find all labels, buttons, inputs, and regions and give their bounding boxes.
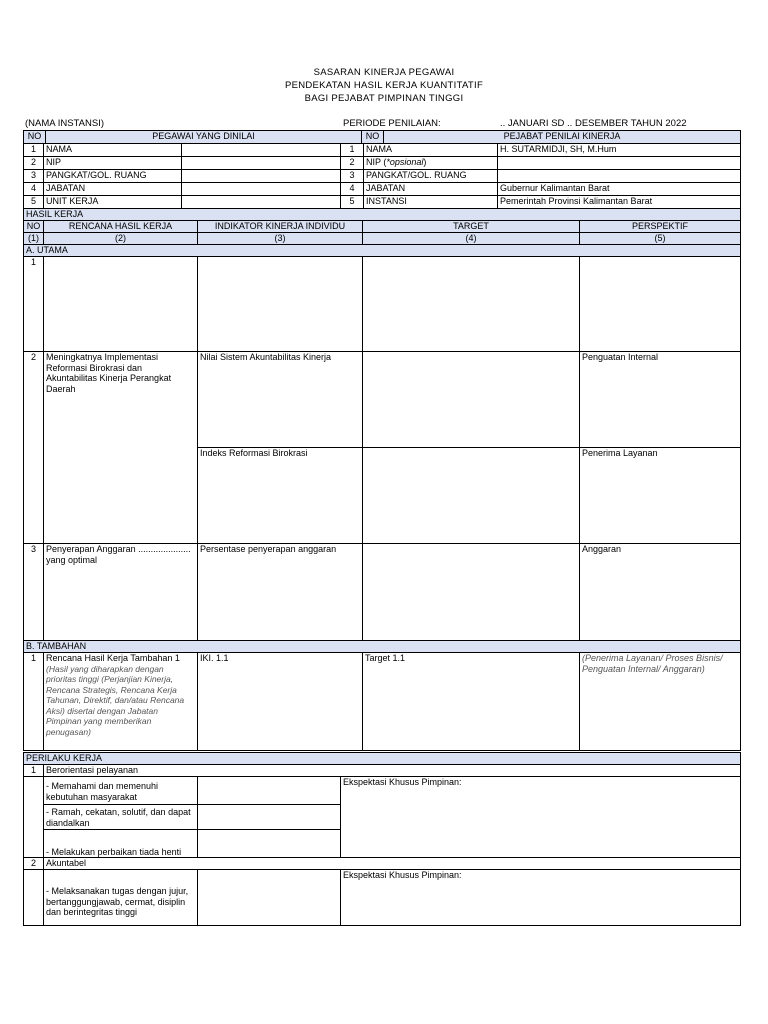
utama-indikator: Nilai Sistem Akuntabilitas Kinerja <box>198 352 363 448</box>
utama-rencana-text: Penyerapan Anggaran ..................... yang optimal <box>46 544 191 565</box>
pegawai-row-label: UNIT KERJA <box>44 196 182 209</box>
tambahan-rencana-note: (Hasil yang diharapkan dengan prioritas tinggi (Perjanjian Kinerja, Rencana Strategis, Rencana Kerja Tahunan, Direktif, dan/atau Rencana Aksi) disertai dengan Jabatan Pimpinan yang memberikan penugasan) <box>46 663 185 737</box>
penilai-jabatan-value: Gubernur Kalimantan Barat <box>498 183 741 196</box>
pegawai-row-no: 2 <box>24 157 44 170</box>
penilai-row-no: 1 <box>341 144 364 157</box>
pegawai-pangkat-value <box>182 170 341 183</box>
perilaku-name: Berorientasi pelayanan <box>44 765 741 777</box>
penilai-instansi-value: Pemerintah Provinsi Kalimantan Barat <box>498 196 741 209</box>
doc-title-line-2: PENDEKATAN HASIL KERJA KUANTITATIF <box>284 80 484 91</box>
col-number: (5) <box>580 233 741 245</box>
utama-indikator: Persentase penyerapan anggaran <box>198 544 363 641</box>
pegawai-unit-value <box>182 196 341 209</box>
ekspektasi-label: Ekspektasi Khusus Pimpinan: <box>343 870 462 880</box>
perilaku-point-score <box>198 870 341 926</box>
penilai-row-no: 5 <box>341 196 364 209</box>
utama-target <box>363 352 580 448</box>
utama-row-no: 1 <box>24 257 44 352</box>
penilai-row-label <box>364 157 498 170</box>
utama-perspektif <box>580 257 741 352</box>
perilaku-point-text: - Ramah, cekatan, solutif, dan dapat diandalkan <box>46 807 191 828</box>
col-number: (2) <box>44 233 198 245</box>
utama-target <box>363 257 580 352</box>
perilaku-point-text: - Melaksanakan tugas dengan jujur, bertanggungjawab, cermat, disiplin dan berintegritas tinggi <box>46 886 189 917</box>
pegawai-header: PEGAWAI YANG DINILAI <box>46 131 362 144</box>
pegawai-row-no: 4 <box>24 183 44 196</box>
tambahan-section-title: B. TAMBAHAN <box>24 641 741 653</box>
ekspektasi-cell <box>341 870 741 926</box>
perilaku-no: 2 <box>24 858 44 870</box>
penilai-no-header: NO <box>362 131 384 144</box>
periode-label: PERIODE PENILAIAN: <box>343 118 441 129</box>
pegawai-row-label: JABATAN <box>44 183 182 196</box>
perilaku-point <box>44 805 198 830</box>
penilai-row-label: INSTANSI <box>364 196 498 209</box>
pegawai-row-no: 3 <box>24 170 44 183</box>
hasil-kerja-title: HASIL KERJA <box>24 209 741 221</box>
utama-perspektif: Anggaran <box>580 544 741 641</box>
penilai-row-no: 2 <box>341 157 364 170</box>
perilaku-point-score <box>198 777 341 805</box>
perilaku-point <box>44 870 198 926</box>
perilaku-point-score <box>198 805 341 830</box>
pegawai-no-header: NO <box>24 131 46 144</box>
tambahan-indikator: IKI. 1.1 <box>198 653 363 751</box>
perilaku-spacer <box>24 870 44 926</box>
identity-table <box>23 143 741 209</box>
nip-label-close: ) <box>423 157 427 167</box>
utama-section-title: A. UTAMA <box>24 245 741 257</box>
perilaku-point-text: - Memahami dan memenuhi kebutuhan masyarakat <box>46 781 159 802</box>
tambahan-perspektif-text: (Penerima Layanan/ Proses Bisnis/ Penguatan Internal/ Anggaran) <box>582 653 723 674</box>
doc-title-line-3: BAGI PEJABAT PIMPINAN TINGGI <box>304 93 464 104</box>
perilaku-point <box>44 777 198 805</box>
utama-target <box>363 544 580 641</box>
perilaku-kerja-table <box>23 752 741 926</box>
pegawai-row-no: 5 <box>24 196 44 209</box>
ekspektasi-cell <box>341 777 741 858</box>
utama-indikator <box>198 257 363 352</box>
hasil-kerja-table <box>23 208 741 751</box>
pegawai-nama-value <box>182 144 341 157</box>
col-number: (3) <box>198 233 363 245</box>
col-number: (4) <box>363 233 580 245</box>
ekspektasi-label: Ekspektasi Khusus Pimpinan: <box>343 777 462 787</box>
pegawai-jabatan-value <box>182 183 341 196</box>
col-header-target: TARGET <box>363 221 580 233</box>
penilai-nama-value: H. SUTARMIDJI, SH, M.Hum <box>498 144 741 157</box>
periode-value: .. JANUARI SD .. DESEMBER TAHUN 2022 <box>500 118 687 129</box>
tambahan-rencana <box>44 653 198 751</box>
pegawai-nip-value <box>182 157 341 170</box>
pegawai-row-label: NIP <box>44 157 182 170</box>
penilai-header: PEJABAT PENILAI KINERJA <box>384 131 741 144</box>
utama-perspektif: Penerima Layanan <box>580 448 741 544</box>
utama-rencana <box>44 257 198 352</box>
penilai-row-label: JABATAN <box>364 183 498 196</box>
utama-rencana <box>44 352 198 544</box>
penilai-row-label: PANGKAT/GOL. RUANG <box>364 170 498 183</box>
tambahan-target: Target 1.1 <box>363 653 580 751</box>
penilai-row-label: NAMA <box>364 144 498 157</box>
col-number: (1) <box>24 233 44 245</box>
penilai-pangkat-value <box>498 170 741 183</box>
nip-optional-note: *opsional <box>386 157 424 167</box>
col-header-rencana: RENCANA HASIL KERJA <box>44 221 198 233</box>
doc-title-line-1: SASARAN KINERJA PEGAWAI <box>313 67 455 78</box>
utama-rencana-text: Meningkatnya Implementasi Reformasi Birokrasi dan Akuntabilitas Kinerja Perangkat Daerah <box>46 352 172 394</box>
utama-rencana <box>44 544 198 641</box>
penilai-row-no: 4 <box>341 183 364 196</box>
nip-label-text: NIP ( <box>366 157 387 167</box>
instansi-label: (NAMA INSTANSI) <box>25 118 104 129</box>
tambahan-rencana-title: Rencana Hasil Kerja Tambahan 1 <box>46 653 180 663</box>
perilaku-spacer <box>24 777 44 858</box>
col-header-no: NO <box>24 221 44 233</box>
perilaku-title: PERILAKU KERJA <box>24 753 741 765</box>
pegawai-row-label: NAMA <box>44 144 182 157</box>
perilaku-no: 1 <box>24 765 44 777</box>
utama-indikator: Indeks Reformasi Birokrasi <box>198 448 363 544</box>
perilaku-name: Akuntabel <box>44 858 741 870</box>
col-header-perspektif: PERSPEKTIF <box>580 221 741 233</box>
skp-table <box>23 130 741 144</box>
utama-row-no: 2 <box>24 352 44 544</box>
penilai-nip-value <box>498 157 741 170</box>
utama-row-no: 3 <box>24 544 44 641</box>
utama-perspektif: Penguatan Internal <box>580 352 741 448</box>
tambahan-perspektif <box>580 653 741 751</box>
utama-target <box>363 448 580 544</box>
perilaku-point: - Melakukan perbaikan tiada henti <box>44 830 198 858</box>
col-header-indikator: INDIKATOR KINERJA INDIVIDU <box>198 221 363 233</box>
pegawai-row-no: 1 <box>24 144 44 157</box>
pegawai-row-label: PANGKAT/GOL. RUANG <box>44 170 182 183</box>
tambahan-row-no: 1 <box>24 653 44 751</box>
perilaku-point-score <box>198 830 341 858</box>
penilai-row-no: 3 <box>341 170 364 183</box>
